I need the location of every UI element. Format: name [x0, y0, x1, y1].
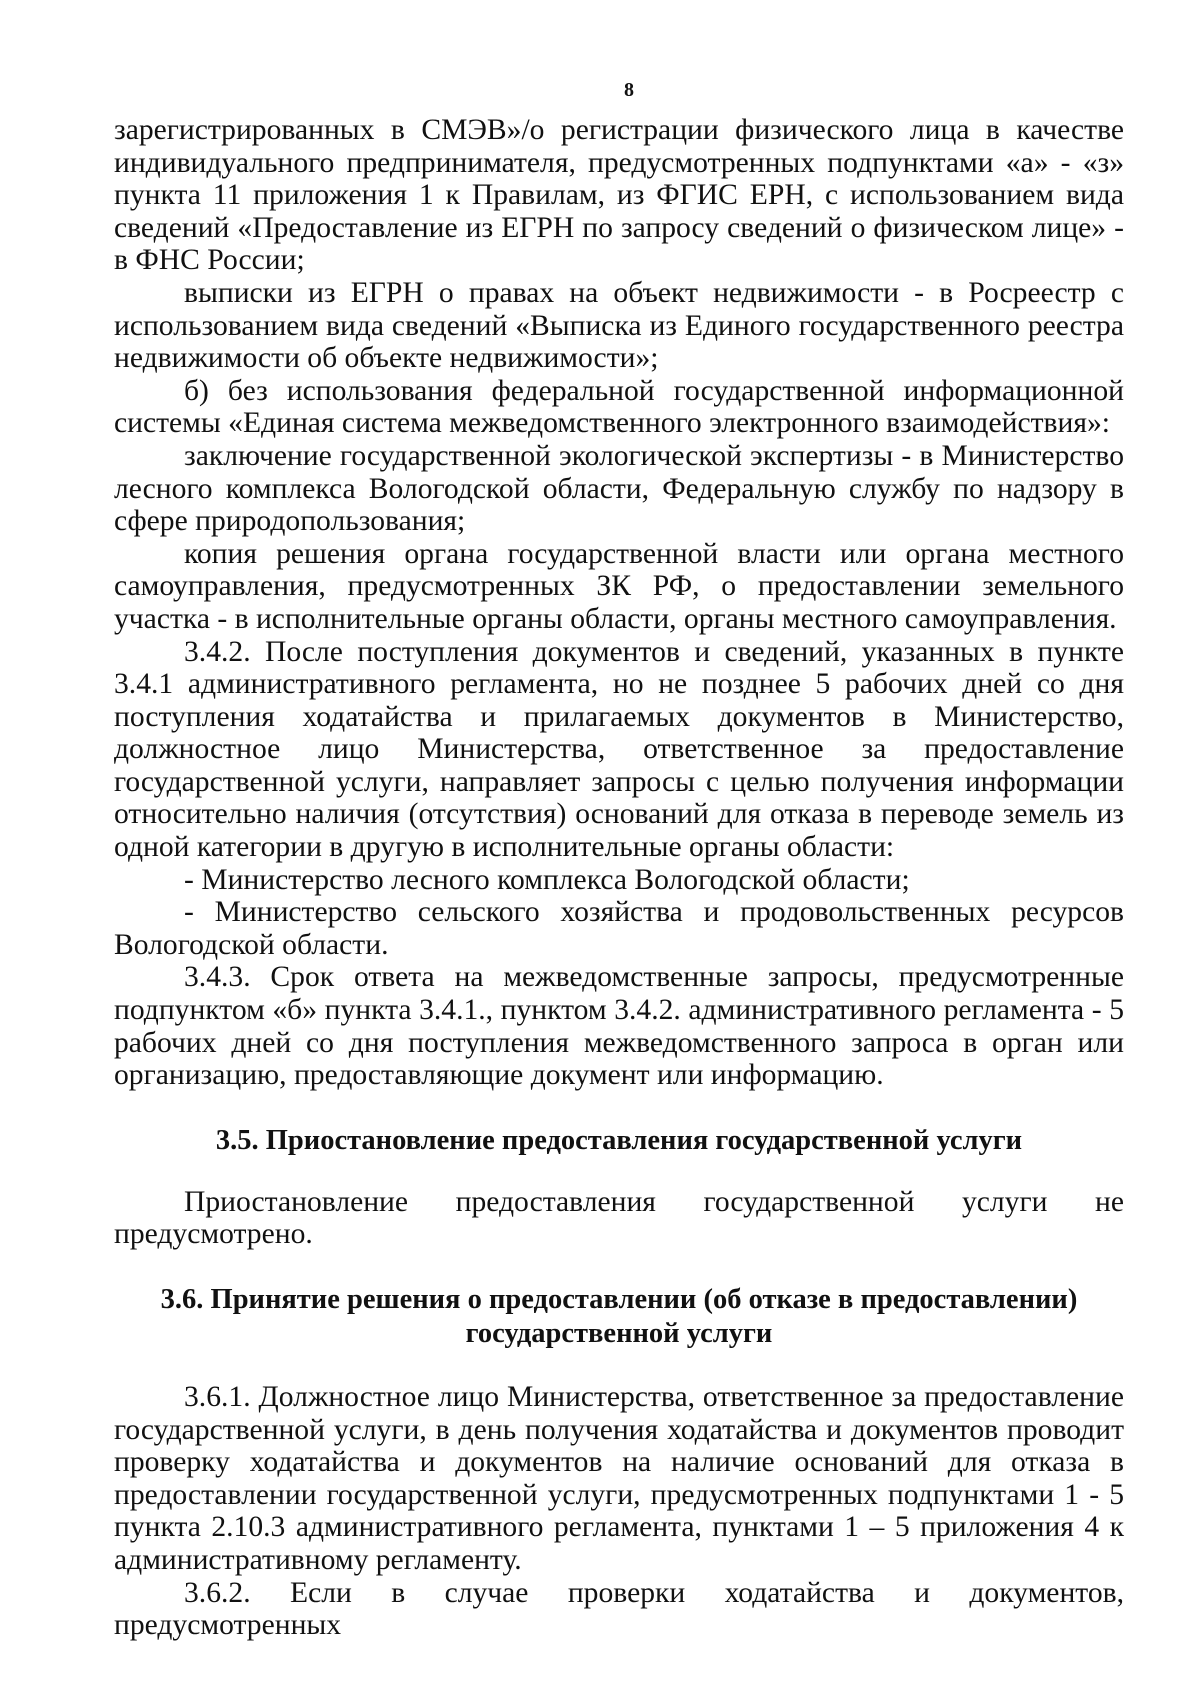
page-number: 8 — [624, 79, 634, 101]
paragraph-ecological-expertise: заключение государственной экологической экспертизы - в Министерство лесного комплекса Вологодской области, Федеральную службу по надзору в сфере природопользования; — [114, 439, 1124, 538]
paragraph-3-6-2: 3.6.2. Если в случае проверки ходатайства и документов, предусмотренных — [114, 1576, 1124, 1642]
paragraph-egrn-extract: выписки из ЕГРН о правах на объект недвижимости - в Росреестр с использованием вида сведений «Выписка из Единого государственного реестра недвижимости об объекте недвижимости»; — [114, 276, 1124, 375]
section-heading-3-6: 3.6. Принятие решения о предоставлении (об отказе в предоставлении) государственной услуги — [160, 1284, 1078, 1349]
paragraph-3-4-2: 3.4.2. После поступления документов и сведений, указанных в пункте 3.4.1 административного регламента, но не позднее 5 рабочих дней со дня поступления ходатайства и прилагаемых документов в Министерство, должностное лицо Министерства, ответственное за предоставление государственной услуги, направляет запросы с целью получения информации относительно наличия (отсутствия) оснований для отказа в переводе земель из одной категории в другую в исполнительные органы области: — [114, 635, 1124, 864]
document-page — [114, 76, 1124, 1642]
list-item-agriculture-ministry: - Министерство сельского хозяйства и продовольственных ресурсов Вологодской области. — [114, 896, 1124, 961]
paragraph-3-6-1: 3.6.1. Должностное лицо Министерства, ответственное за предоставление государственной услуги, в день получения ходатайства и документов проводит проверку ходатайства и документов на наличие оснований для отказа в предоставлении государственной услуги, предусмотренных подпунктами 1 - 5 пункта 2.10.3 административного регламента, пунктами 1 – 5 приложения 4 к административному регламенту. — [114, 1381, 1124, 1576]
paragraph-3-4-3: 3.4.3. Срок ответа на межведомственные запросы, предусмотренные подпунктом «б» пункта 3.4.1., пунктом 3.4.2. административного регламента - 5 рабочих дней со дня поступления межведомственного запроса в орган или организацию, предоставляющие документ или информацию. — [114, 961, 1124, 1092]
section-heading-3-5: 3.5. Приостановление предоставления государственной услуги — [215, 1124, 1023, 1156]
list-item-forestry-ministry: - Министерство лесного комплекса Вологодской области; — [184, 863, 910, 896]
paragraph-without-smev: б) без использования федеральной государственной информационной системы «Единая система межведомственного электронного взаимодействия»: — [114, 374, 1124, 440]
paragraph-land-decision-copy: копия решения органа государственной власти или органа местного самоуправления, предусмотренных ЗК РФ, о предоставлении земельного участка - в исполнительные органы области, органы местного самоуправления. — [114, 537, 1124, 635]
paragraph-3-5-text: Приостановление предоставления государственной услуги не предусмотрено. — [114, 1185, 1124, 1251]
paragraph-smev-registration: зарегистрированных в СМЭВ»/о регистрации физического лица в качестве индивидуального предпринимателя, предусмотренных подпунктами «а» - «з» пункта 11 приложения 1 к Правилам, из ФГИС ЕРН, с использованием вида сведений «Предоставление из ЕГРН по запросу сведений о физическом лице» - в ФНС России; — [114, 114, 1124, 277]
